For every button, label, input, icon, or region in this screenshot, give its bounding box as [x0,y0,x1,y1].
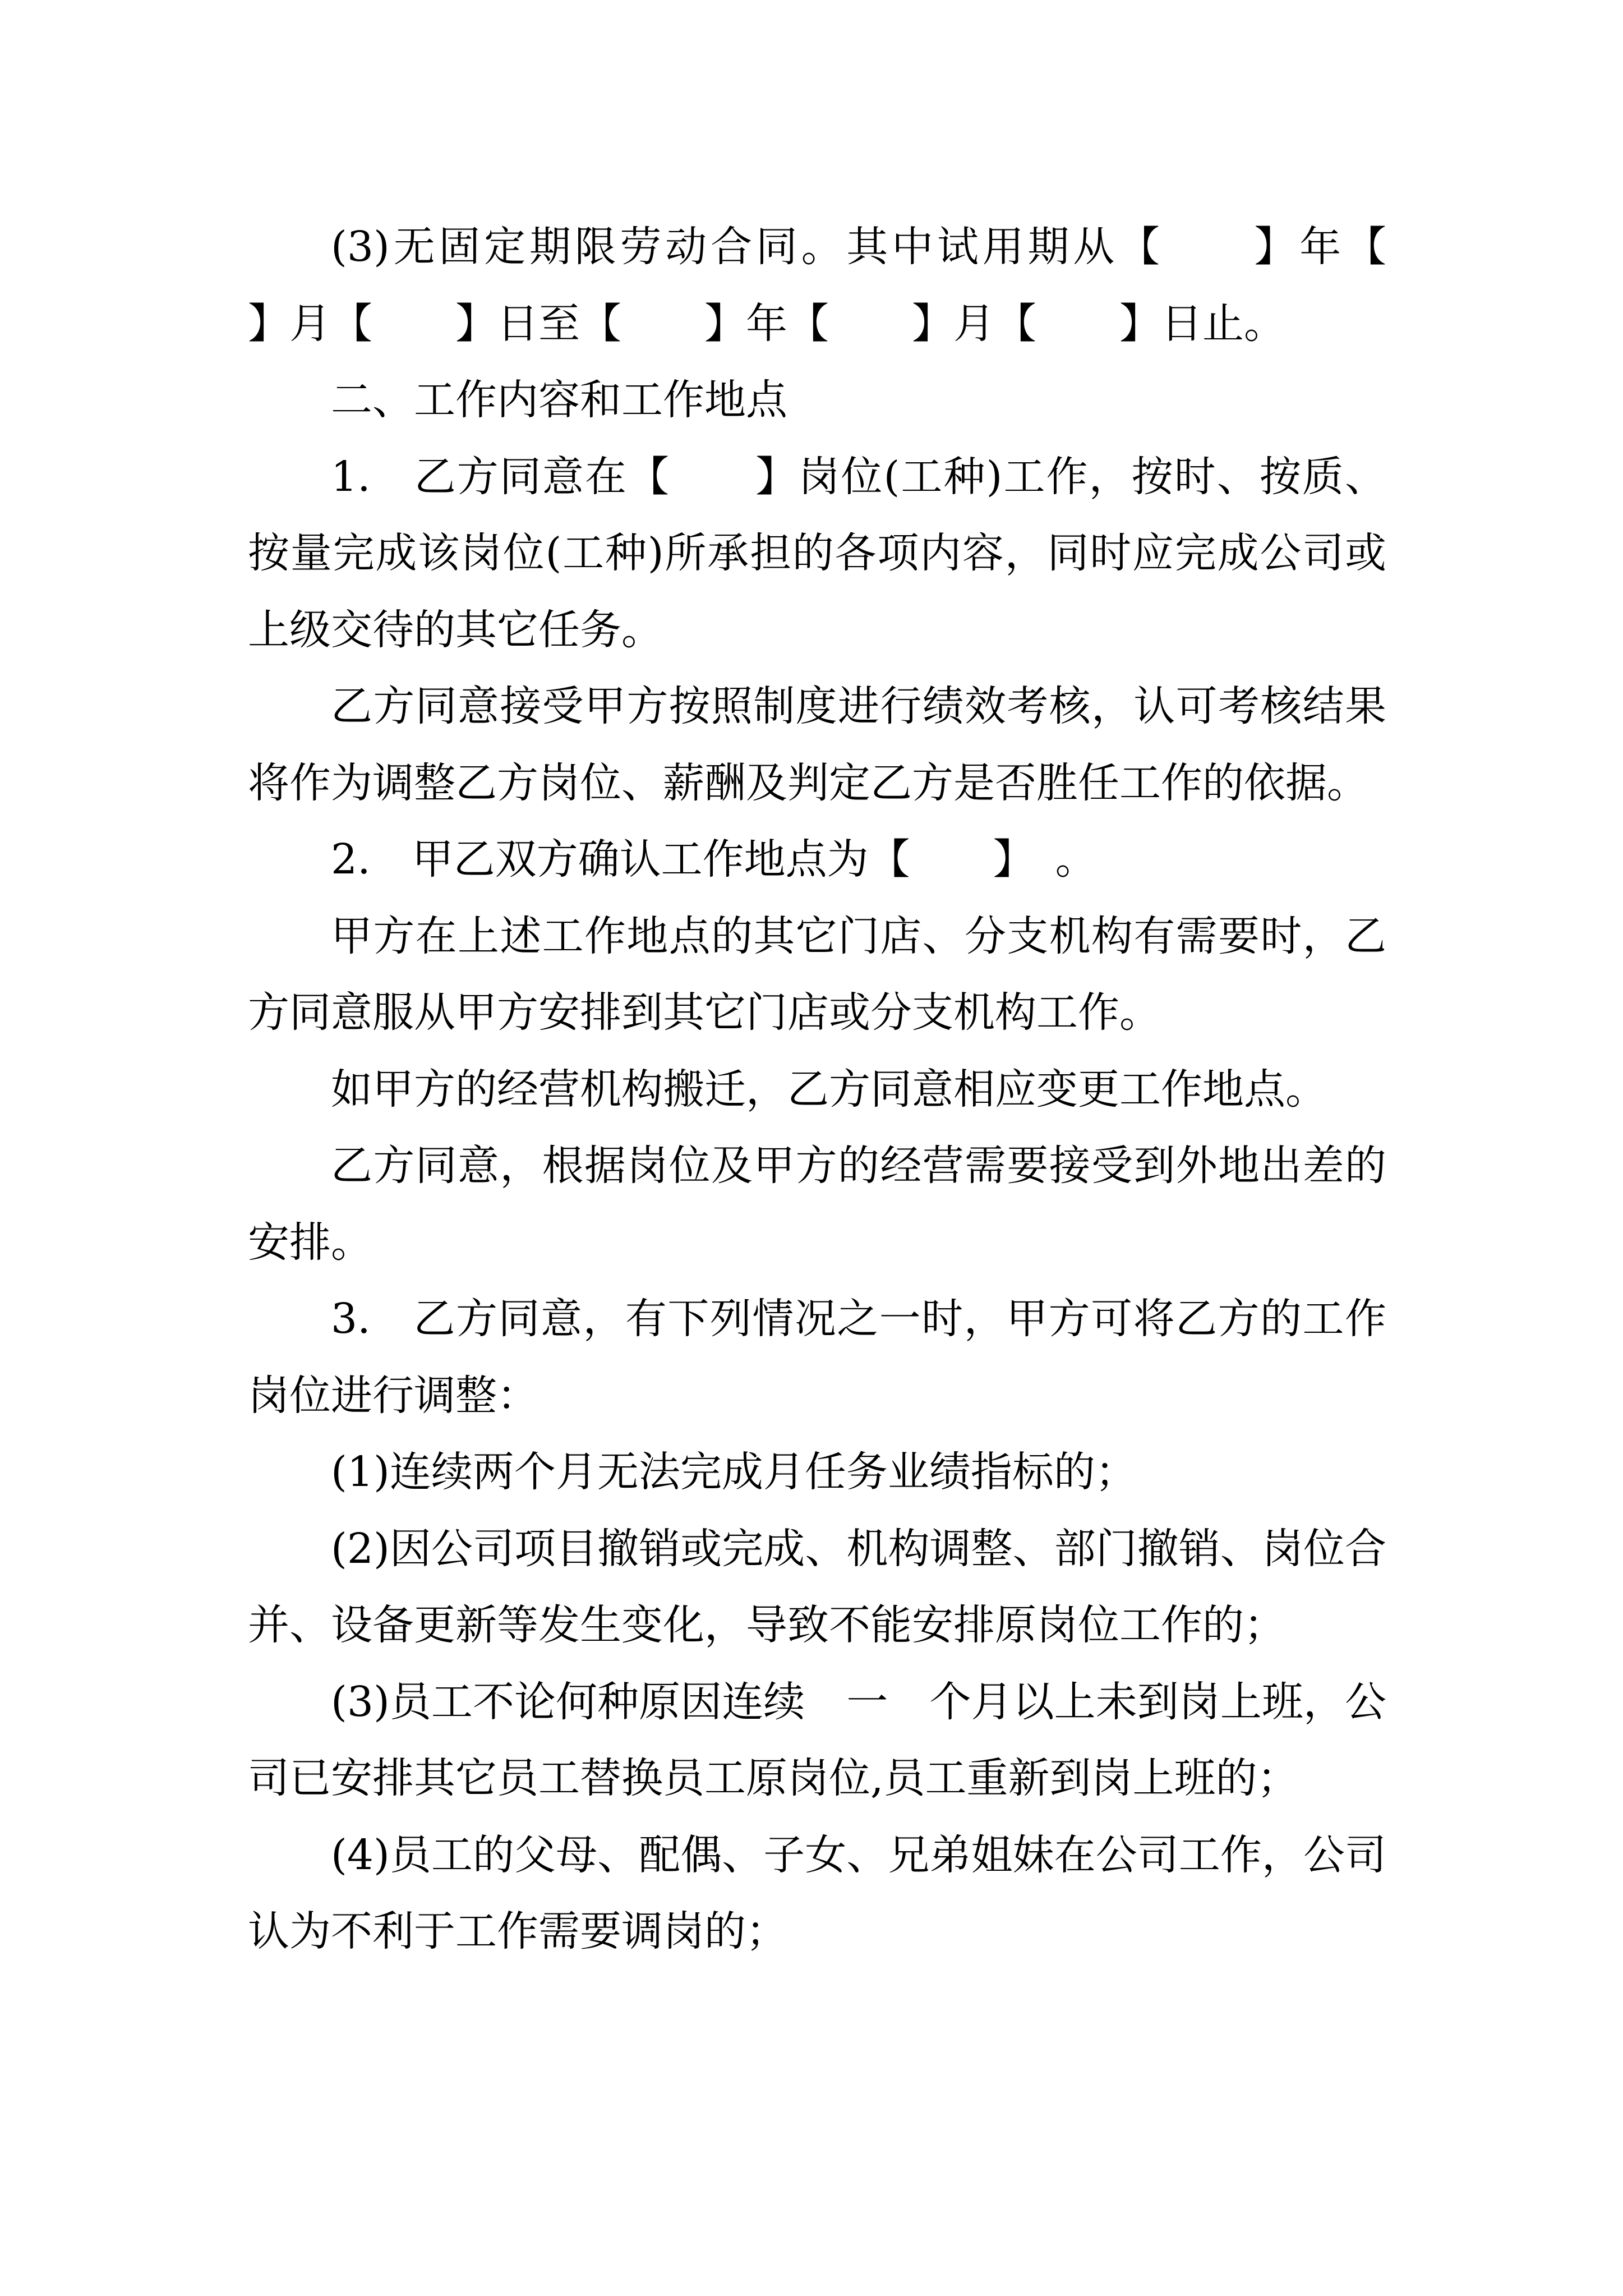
paragraph-contract-type-3: (3)无固定期限劳动合同。其中试用期从【 】年【 】月【 】日至【 】年【 】月【 】日止。 [248,223,1469,348]
list-item-2: (2)因公司项目撤销或完成、机构调整、部门撤销、岗位合并、设备更新等发生变化，导致不能安排原岗位工作的； [248,1524,1386,1649]
list-item-4: (4)员工的父母、配偶、子女、兄弟姐妹在公司工作，公司认为不利于工作需要调岗的； [248,1830,1386,1955]
paragraph-clause-1-position: 1. 乙方同意在【 】岗位(工种)工作，按时、按质、按量完成该岗位(工种)所承担的各项内容，同时应完成公司或上级交待的其它任务。 [248,452,1386,654]
paragraph-business-travel: 乙方同意，根据岗位及甲方的经营需要接受到外地出差的安排。 [248,1142,1386,1267]
list-item-3: (3)员工不论何种原因连续 一 个月以上未到岗上班，公司已安排其它员工替换员工原岗位,员工重新到岗上班的； [248,1677,1386,1802]
paragraph-clause-3-adjustment: 3. 乙方同意，有下列情况之一时，甲方可将乙方的工作岗位进行调整： [248,1295,1386,1420]
section-heading-work-content: 二、工作内容和工作地点 [331,376,787,424]
document-body [248,209,1469,1970]
list-item-1: (1)连续两个月无法完成月任务业绩指标的； [331,1448,1137,1496]
paragraph-relocation: 如甲方的经营机构搬迁，乙方同意相应变更工作地点。 [331,1065,1327,1114]
paragraph-clause-2-location: 2. 甲乙双方确认工作地点为【 】 。 [331,835,1097,884]
paragraph-branch-assignment: 甲方在上述工作地点的其它门店、分支机构有需要时，乙方同意服从甲方安排到其它门店或分支机构工作。 [248,912,1386,1037]
paragraph-performance-review: 乙方同意接受甲方按照制度进行绩效考核，认可考核结果将作为调整乙方岗位、薪酬及判定乙方是否胜任工作的依据。 [248,682,1386,807]
